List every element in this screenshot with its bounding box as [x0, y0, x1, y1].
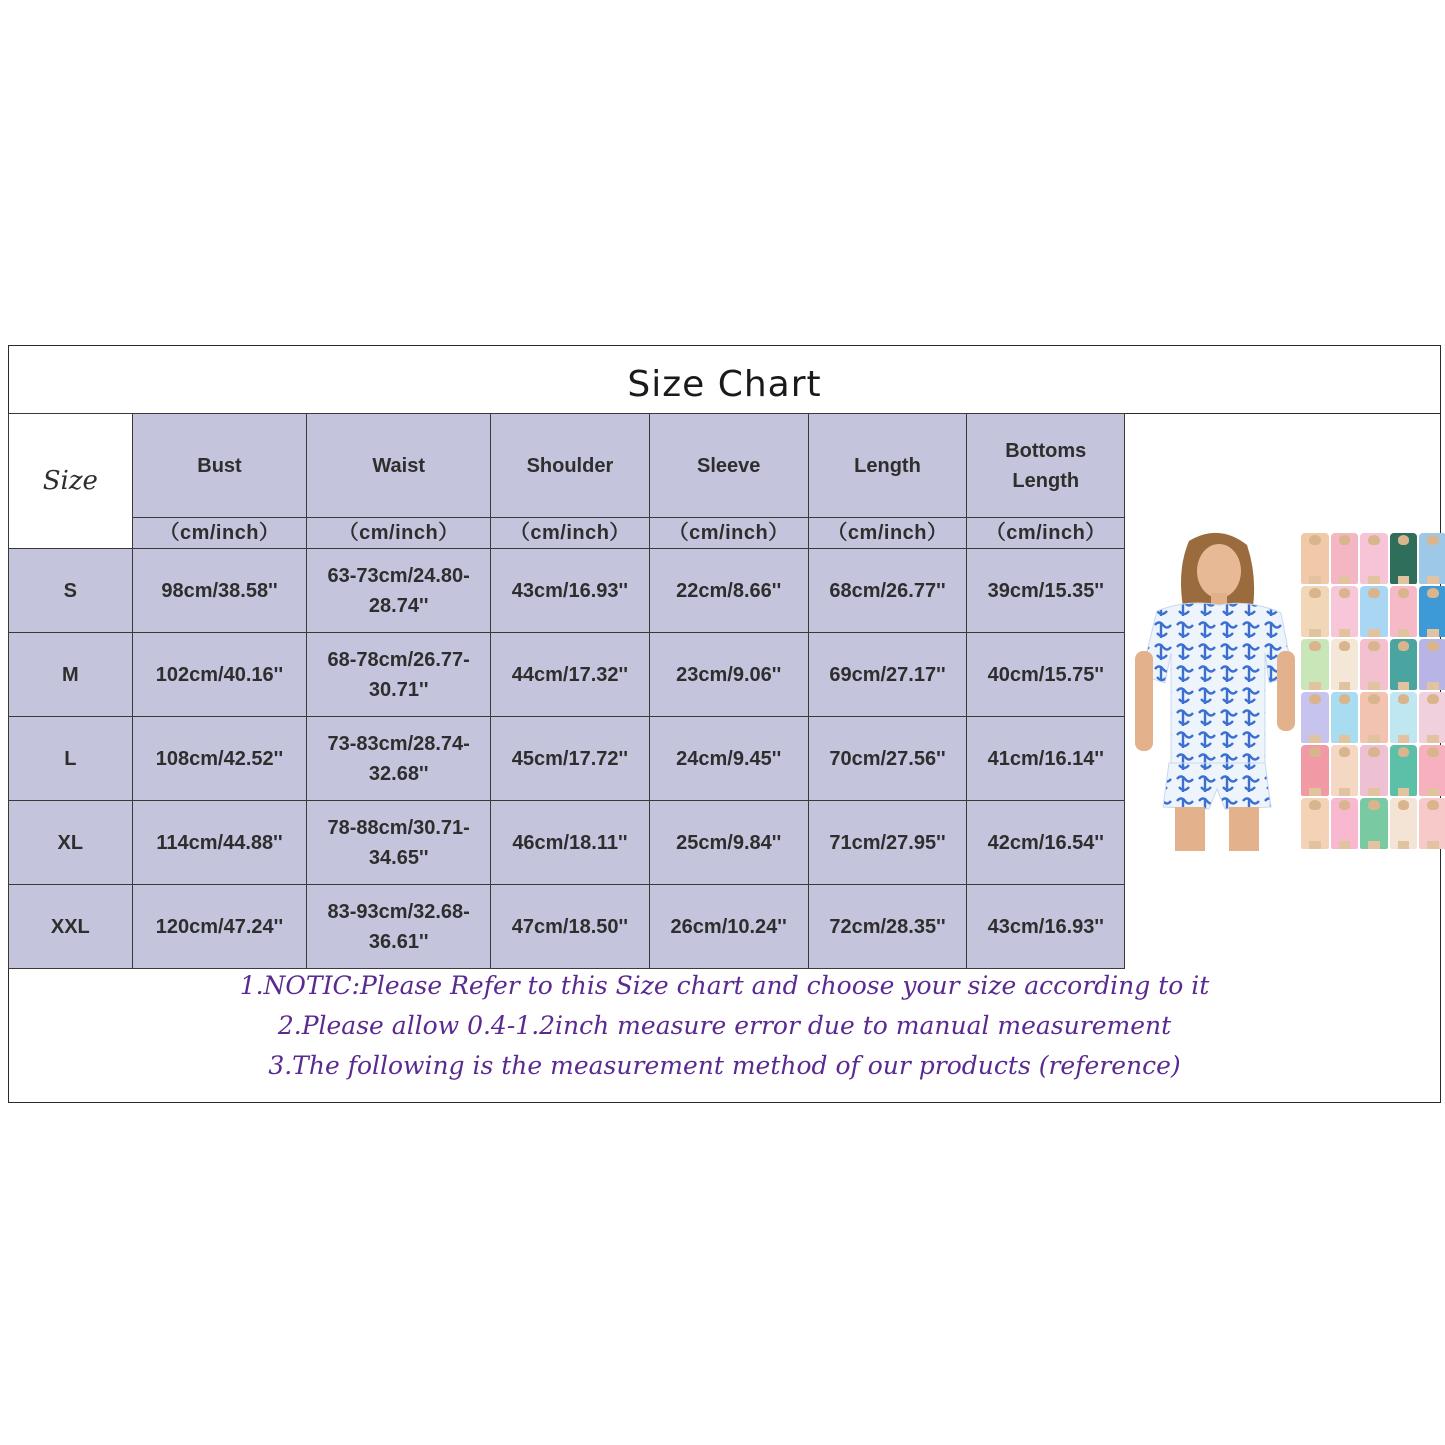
color-variant-swatch	[1331, 639, 1359, 690]
waist-line2: 36.61''	[368, 930, 429, 953]
size-chart-frame	[8, 345, 1441, 1103]
waist-line2: 34.65''	[368, 846, 429, 869]
color-variant-swatch	[1419, 586, 1445, 637]
color-variant-swatch	[1331, 745, 1359, 796]
waist-line1: 78-88cm/30.71-	[327, 816, 470, 839]
size-label: S	[9, 549, 133, 633]
color-variant-swatch	[1301, 639, 1329, 690]
unit-shoulder: （cm/inch）	[491, 518, 650, 549]
bottoms-length-value: 41cm/16.14''	[967, 717, 1125, 801]
header-row	[9, 414, 1440, 518]
sleeve-value: 25cm/9.84''	[649, 801, 808, 885]
unit-length: （cm/inch）	[808, 518, 967, 549]
color-variant-swatch	[1360, 533, 1388, 584]
length-value: 70cm/27.56''	[808, 717, 967, 801]
color-variant-swatch	[1360, 639, 1388, 690]
waist-line1: 83-93cm/32.68-	[327, 900, 470, 923]
col-header-length: Length	[808, 414, 967, 518]
bust-value: 120cm/47.24''	[132, 885, 307, 969]
color-variant-swatch	[1390, 692, 1418, 743]
col-header-sleeve: Sleeve	[649, 414, 808, 518]
color-variant-swatch	[1301, 745, 1329, 796]
size-label: M	[9, 633, 133, 717]
sleeve-value: 26cm/10.24''	[649, 885, 808, 969]
col-header-bottoms-length	[967, 414, 1125, 518]
col-header-waist: Waist	[307, 414, 491, 518]
bust-value: 102cm/40.16''	[132, 633, 307, 717]
bottoms-length-value: 43cm/16.93''	[967, 885, 1125, 969]
color-variant-swatch	[1360, 798, 1388, 849]
color-variant-swatch	[1419, 798, 1445, 849]
waist-value	[307, 801, 491, 885]
color-variant-swatch	[1360, 586, 1388, 637]
color-variant-swatch	[1419, 639, 1445, 690]
color-variant-swatch	[1360, 692, 1388, 743]
shoulder-value: 45cm/17.72''	[491, 717, 650, 801]
shoulder-value: 46cm/18.11''	[491, 801, 650, 885]
waist-value	[307, 549, 491, 633]
sleeve-value: 24cm/9.45''	[649, 717, 808, 801]
unit-waist: （cm/inch）	[307, 518, 491, 549]
color-variant-swatch	[1360, 745, 1388, 796]
waist-line1: 68-78cm/26.77-	[327, 648, 470, 671]
color-variant-swatch	[1301, 692, 1329, 743]
color-variant-swatch	[1390, 586, 1418, 637]
waist-value	[307, 885, 491, 969]
color-variant-swatch	[1331, 533, 1359, 584]
color-variant-swatch	[1301, 586, 1329, 637]
bust-value: 98cm/38.58''	[132, 549, 307, 633]
unit-bottoms-length: （cm/inch）	[967, 518, 1125, 549]
chart-title: Size Chart	[9, 346, 1440, 414]
length-value: 68cm/26.77''	[808, 549, 967, 633]
waist-line2: 28.74''	[368, 594, 429, 617]
bottoms-length-value: 39cm/15.35''	[967, 549, 1125, 633]
unit-sleeve: （cm/inch）	[649, 518, 808, 549]
size-label: L	[9, 717, 133, 801]
col-header-bottoms-line1: Bottoms	[1005, 439, 1087, 462]
color-variant-swatch	[1390, 745, 1418, 796]
color-variant-swatch	[1419, 745, 1445, 796]
color-variant-swatch	[1390, 639, 1418, 690]
length-value: 72cm/28.35''	[808, 885, 967, 969]
col-header-shoulder: Shoulder	[491, 414, 650, 518]
size-column-header: Size	[9, 414, 133, 549]
col-header-bottoms-line2: Length	[1012, 469, 1080, 492]
bottoms-length-value: 40cm/15.75''	[967, 633, 1125, 717]
color-variant-swatch	[1419, 533, 1445, 584]
length-value: 71cm/27.95''	[808, 801, 967, 885]
sleeve-value: 23cm/9.06''	[649, 633, 808, 717]
waist-line2: 32.68''	[368, 762, 429, 785]
color-variant-swatch	[1390, 798, 1418, 849]
waist-line1: 73-83cm/28.74-	[327, 732, 470, 755]
color-variant-swatch	[1419, 692, 1445, 743]
color-variant-swatch	[1331, 586, 1359, 637]
color-variant-swatch	[1331, 798, 1359, 849]
length-value: 69cm/27.17''	[808, 633, 967, 717]
color-variants-grid	[1301, 533, 1445, 849]
model-photo	[1129, 531, 1299, 851]
waist-line2: 30.71''	[368, 678, 429, 701]
color-variant-swatch	[1301, 798, 1329, 849]
bust-value: 114cm/44.88''	[132, 801, 307, 885]
note-3: 3.The following is the measurement method of our products (reference)	[268, 1051, 1181, 1080]
color-variant-swatch	[1331, 692, 1359, 743]
shoulder-value: 43cm/16.93''	[491, 549, 650, 633]
waist-line1: 63-73cm/24.80-	[327, 564, 470, 587]
note-2: 2.Please allow 0.4-1.2inch measure error due to manual measurement	[277, 1011, 1172, 1040]
color-variant-swatch	[1390, 533, 1418, 584]
size-label: XXL	[9, 885, 133, 969]
bottoms-length-value: 42cm/16.54''	[967, 801, 1125, 885]
note-1: 1.NOTIC:Please Refer to this Size chart and choose your size according to it	[239, 971, 1210, 1000]
notes-section	[9, 966, 1440, 1086]
sleeve-value: 22cm/8.66''	[649, 549, 808, 633]
waist-value	[307, 633, 491, 717]
size-label: XL	[9, 801, 133, 885]
product-photo	[1129, 531, 1442, 851]
shoulder-value: 44cm/17.32''	[491, 633, 650, 717]
waist-value	[307, 717, 491, 801]
unit-bust: （cm/inch）	[132, 518, 307, 549]
color-variant-swatch	[1301, 533, 1329, 584]
col-header-bust: Bust	[132, 414, 307, 518]
shoulder-value: 47cm/18.50''	[491, 885, 650, 969]
bust-value: 108cm/42.52''	[132, 717, 307, 801]
